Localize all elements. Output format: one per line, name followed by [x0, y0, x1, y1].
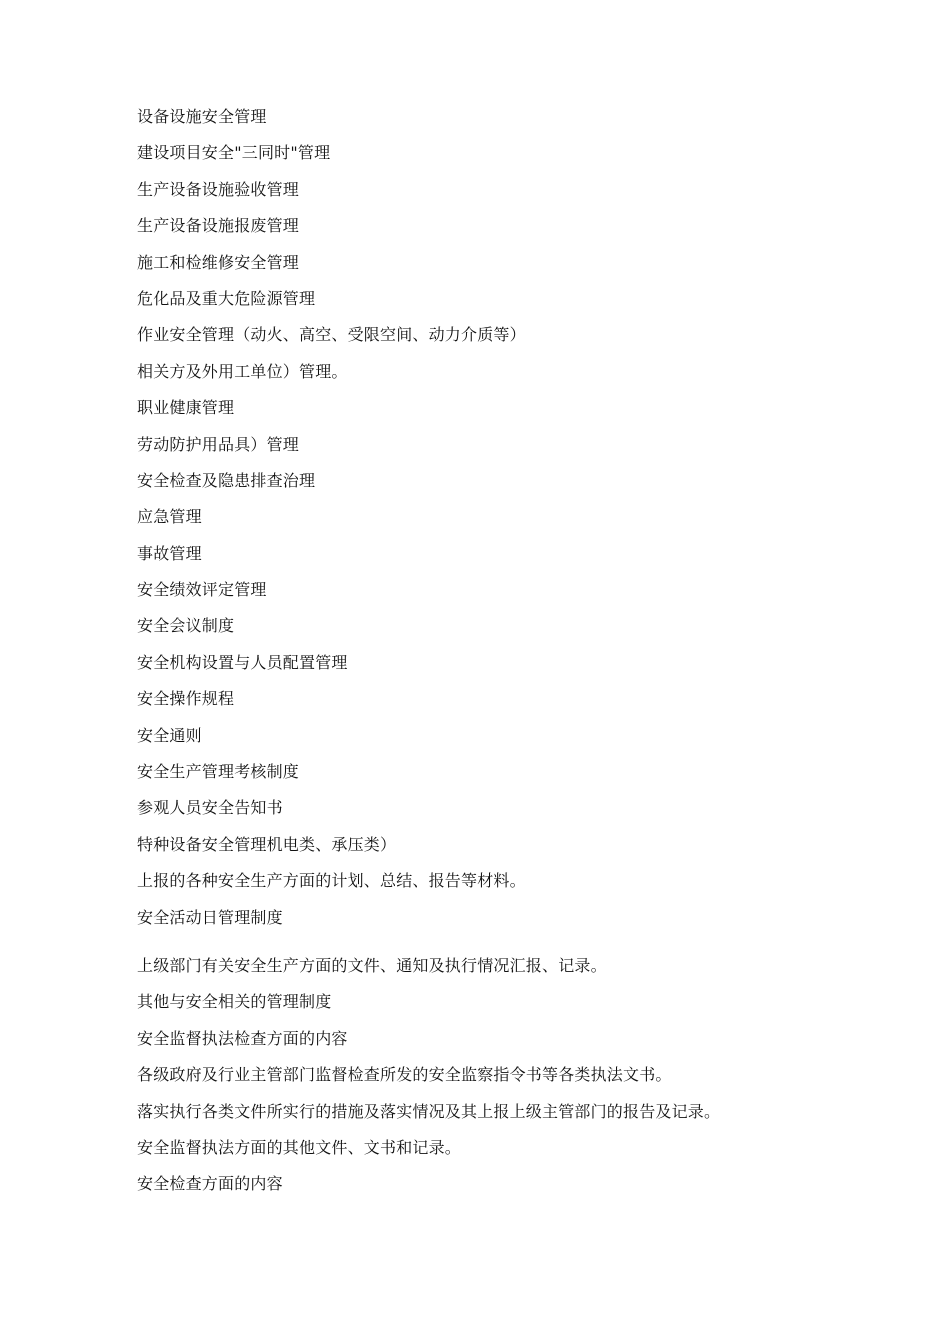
- text-line: 危化品及重大危险源管理: [137, 288, 316, 308]
- text-line: 事故管理: [137, 543, 202, 563]
- text-line: 安全操作规程: [137, 689, 235, 709]
- text-line: 应急管理: [137, 507, 202, 527]
- text-line: 其他与安全相关的管理制度: [137, 992, 332, 1012]
- text-line: 安全监督执法检查方面的内容: [137, 1028, 348, 1048]
- text-line: 施工和检维修安全管理: [137, 252, 300, 272]
- text-line: 特种设备安全管理机电类、承压类）: [137, 834, 397, 854]
- text-line: 生产设备设施报废管理: [137, 216, 300, 236]
- text-line: 生产设备设施验收管理: [137, 179, 300, 199]
- text-line: 职业健康管理: [137, 398, 235, 418]
- text-line: 安全会议制度: [137, 616, 235, 636]
- text-line: 相关方及外用工单位）管理。: [137, 361, 348, 381]
- text-line: 安全生产管理考核制度: [137, 762, 300, 782]
- text-line: 安全绩效评定管理: [137, 580, 267, 600]
- text-line: 安全检查方面的内容: [137, 1174, 283, 1194]
- text-line: 作业安全管理（动火、高空、受限空间、动力介质等）: [137, 325, 526, 345]
- text-line: 落实执行各类文件所实行的措施及落实情况及其上报上级主管部门的报告及记录。: [137, 1101, 721, 1121]
- text-line: 劳动防护用品具）管理: [137, 434, 300, 454]
- text-line: 安全检查及隐患排查治理: [137, 470, 316, 490]
- text-line: 上级部门有关安全生产方面的文件、通知及执行情况汇报、记录。: [137, 955, 607, 975]
- text-line: 建设项目安全"三同时"管理: [137, 143, 331, 163]
- text-line: 各级政府及行业主管部门监督检查所发的安全监察指令书等各类执法文书。: [137, 1065, 672, 1085]
- text-line: 安全活动日管理制度: [137, 907, 283, 927]
- document-body: [137, 104, 897, 1208]
- text-line: 参观人员安全告知书: [137, 798, 283, 818]
- text-line: 安全通则: [137, 725, 202, 745]
- text-line: 安全机构设置与人员配置管理: [137, 652, 348, 672]
- text-line: 上报的各种安全生产方面的计划、总结、报告等材料。: [137, 871, 526, 891]
- text-line: 安全监督执法方面的其他文件、文书和记录。: [137, 1137, 462, 1157]
- text-line: 设备设施安全管理: [137, 107, 267, 126]
